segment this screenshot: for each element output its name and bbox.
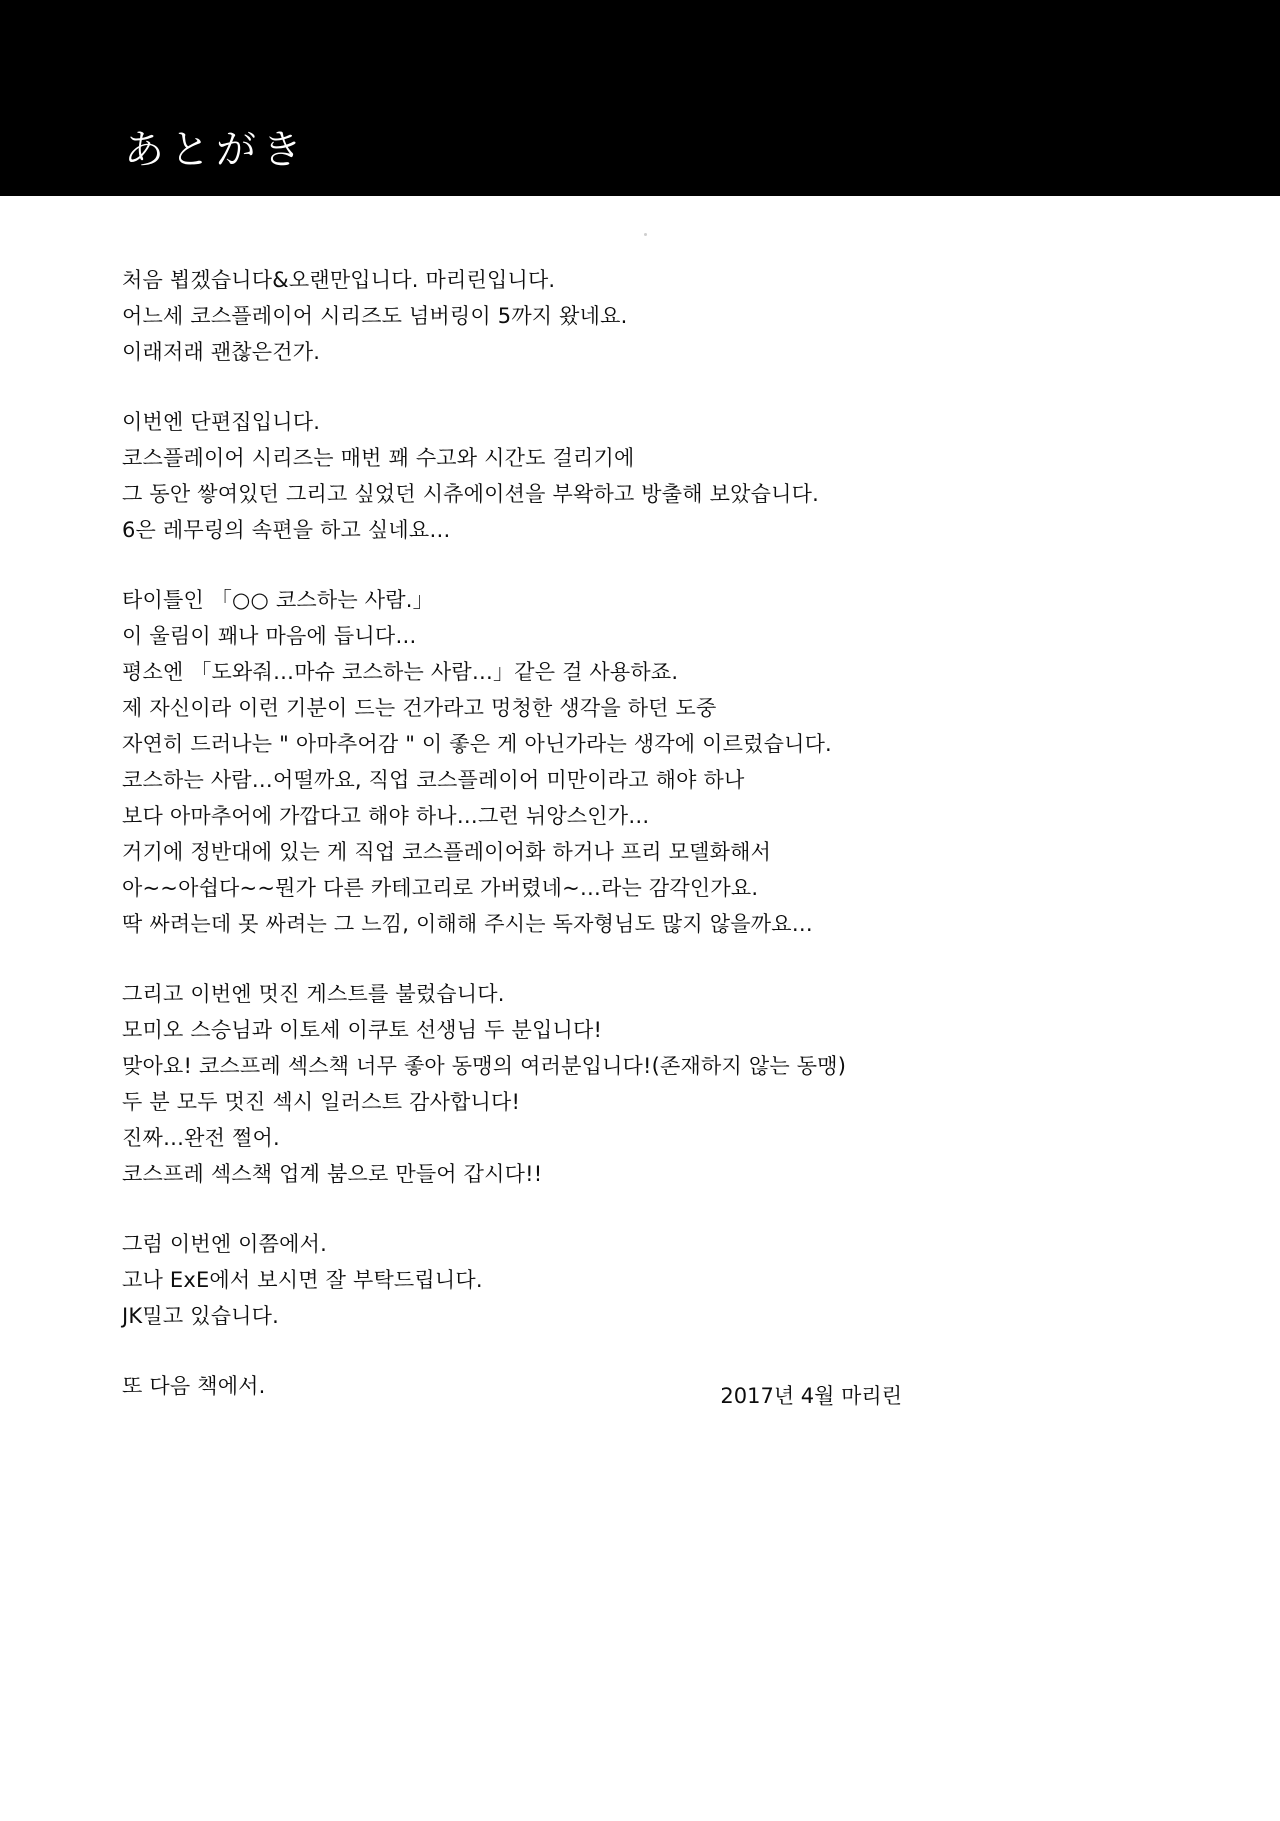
text-line: 이래저래 괜찮은건가.	[122, 340, 321, 364]
text-line: 처음 뵙겠습니다&오랜만입니다. 마리린입니다.	[122, 268, 556, 292]
text-line: 타이틀인 「○○ 코스하는 사람.」	[122, 588, 434, 612]
paragraph	[122, 262, 1022, 370]
text-line: 평소엔 「도와줘…마슈 코스하는 사람…」같은 걸 사용하죠.	[122, 660, 679, 684]
text-line: 또 다음 책에서.	[122, 1374, 266, 1398]
text-line: 이 울림이 꽤나 마음에 듭니다…	[122, 624, 417, 648]
text-line: 6은 레무링의 속편을 하고 싶네요…	[122, 518, 451, 542]
text-line: 그리고 이번엔 멋진 게스트를 불렀습니다.	[122, 982, 505, 1006]
text-line: 코스하는 사람…어떨까요, 직업 코스플레이어 미만이라고 해야 하나	[122, 768, 745, 792]
text-line: 그럼 이번엔 이쯤에서.	[122, 1232, 327, 1256]
text-line: 맞아요! 코스프레 섹스책 너무 좋아 동맹의 여러분입니다!(존재하지 않는 동맹)	[122, 1054, 847, 1078]
text-line: 딱 싸려는데 못 싸려는 그 느낌, 이해해 주시는 독자형님도 많지 않을까요…	[122, 912, 813, 936]
text-line: 코스플레이어 시리즈는 매번 꽤 수고와 시간도 걸리기에	[122, 446, 635, 470]
print-speck	[644, 233, 647, 236]
text-line: 제 자신이라 이런 기분이 드는 건가라고 멍청한 생각을 하던 도중	[122, 696, 717, 720]
paragraph	[122, 976, 1022, 1192]
text-line: 진짜…완전 쩔어.	[122, 1126, 280, 1150]
text-line: 자연히 드러나는 " 아마추어감 " 이 좋은 게 아닌가라는 생각에 이르렀습니다.	[122, 732, 832, 756]
text-line: 이번엔 단편집입니다.	[122, 410, 321, 434]
text-line: 코스프레 섹스책 업계 붐으로 만들어 갑시다!!	[122, 1162, 543, 1186]
paragraph	[122, 582, 1022, 942]
text-line: 모미오 스승님과 이토세 이쿠토 선생님 두 분입니다!	[122, 1018, 603, 1042]
afterword-body	[122, 262, 1022, 1404]
paragraph	[122, 404, 1022, 548]
text-line: 아~~아쉽다~~뭔가 다른 카테고리로 가버렸네~…라는 감각인가요.	[122, 876, 759, 900]
text-line: 그 동안 쌓여있던 그리고 싶었던 시츄에이션을 부왁하고 방출해 보았습니다.	[122, 482, 819, 506]
text-line: 거기에 정반대에 있는 게 직업 코스플레이어화 하거나 프리 모델화해서	[122, 840, 772, 864]
page-title: あとがき	[124, 127, 308, 173]
header-band	[0, 0, 1280, 196]
paragraph	[122, 1226, 1022, 1334]
text-line: JK밀고 있습니다.	[122, 1304, 280, 1328]
text-line: 고나 ExE에서 보시면 잘 부탁드립니다.	[122, 1268, 483, 1292]
text-line: 보다 아마추어에 가깝다고 해야 하나…그런 뉘앙스인가…	[122, 804, 650, 828]
text-line: 어느세 코스플레이어 시리즈도 넘버링이 5까지 왔네요.	[122, 304, 628, 328]
text-line: 두 분 모두 멋진 섹시 일러스트 감사합니다!	[122, 1090, 521, 1114]
afterword-signature: 2017년 4월 마리린	[720, 1384, 902, 1408]
